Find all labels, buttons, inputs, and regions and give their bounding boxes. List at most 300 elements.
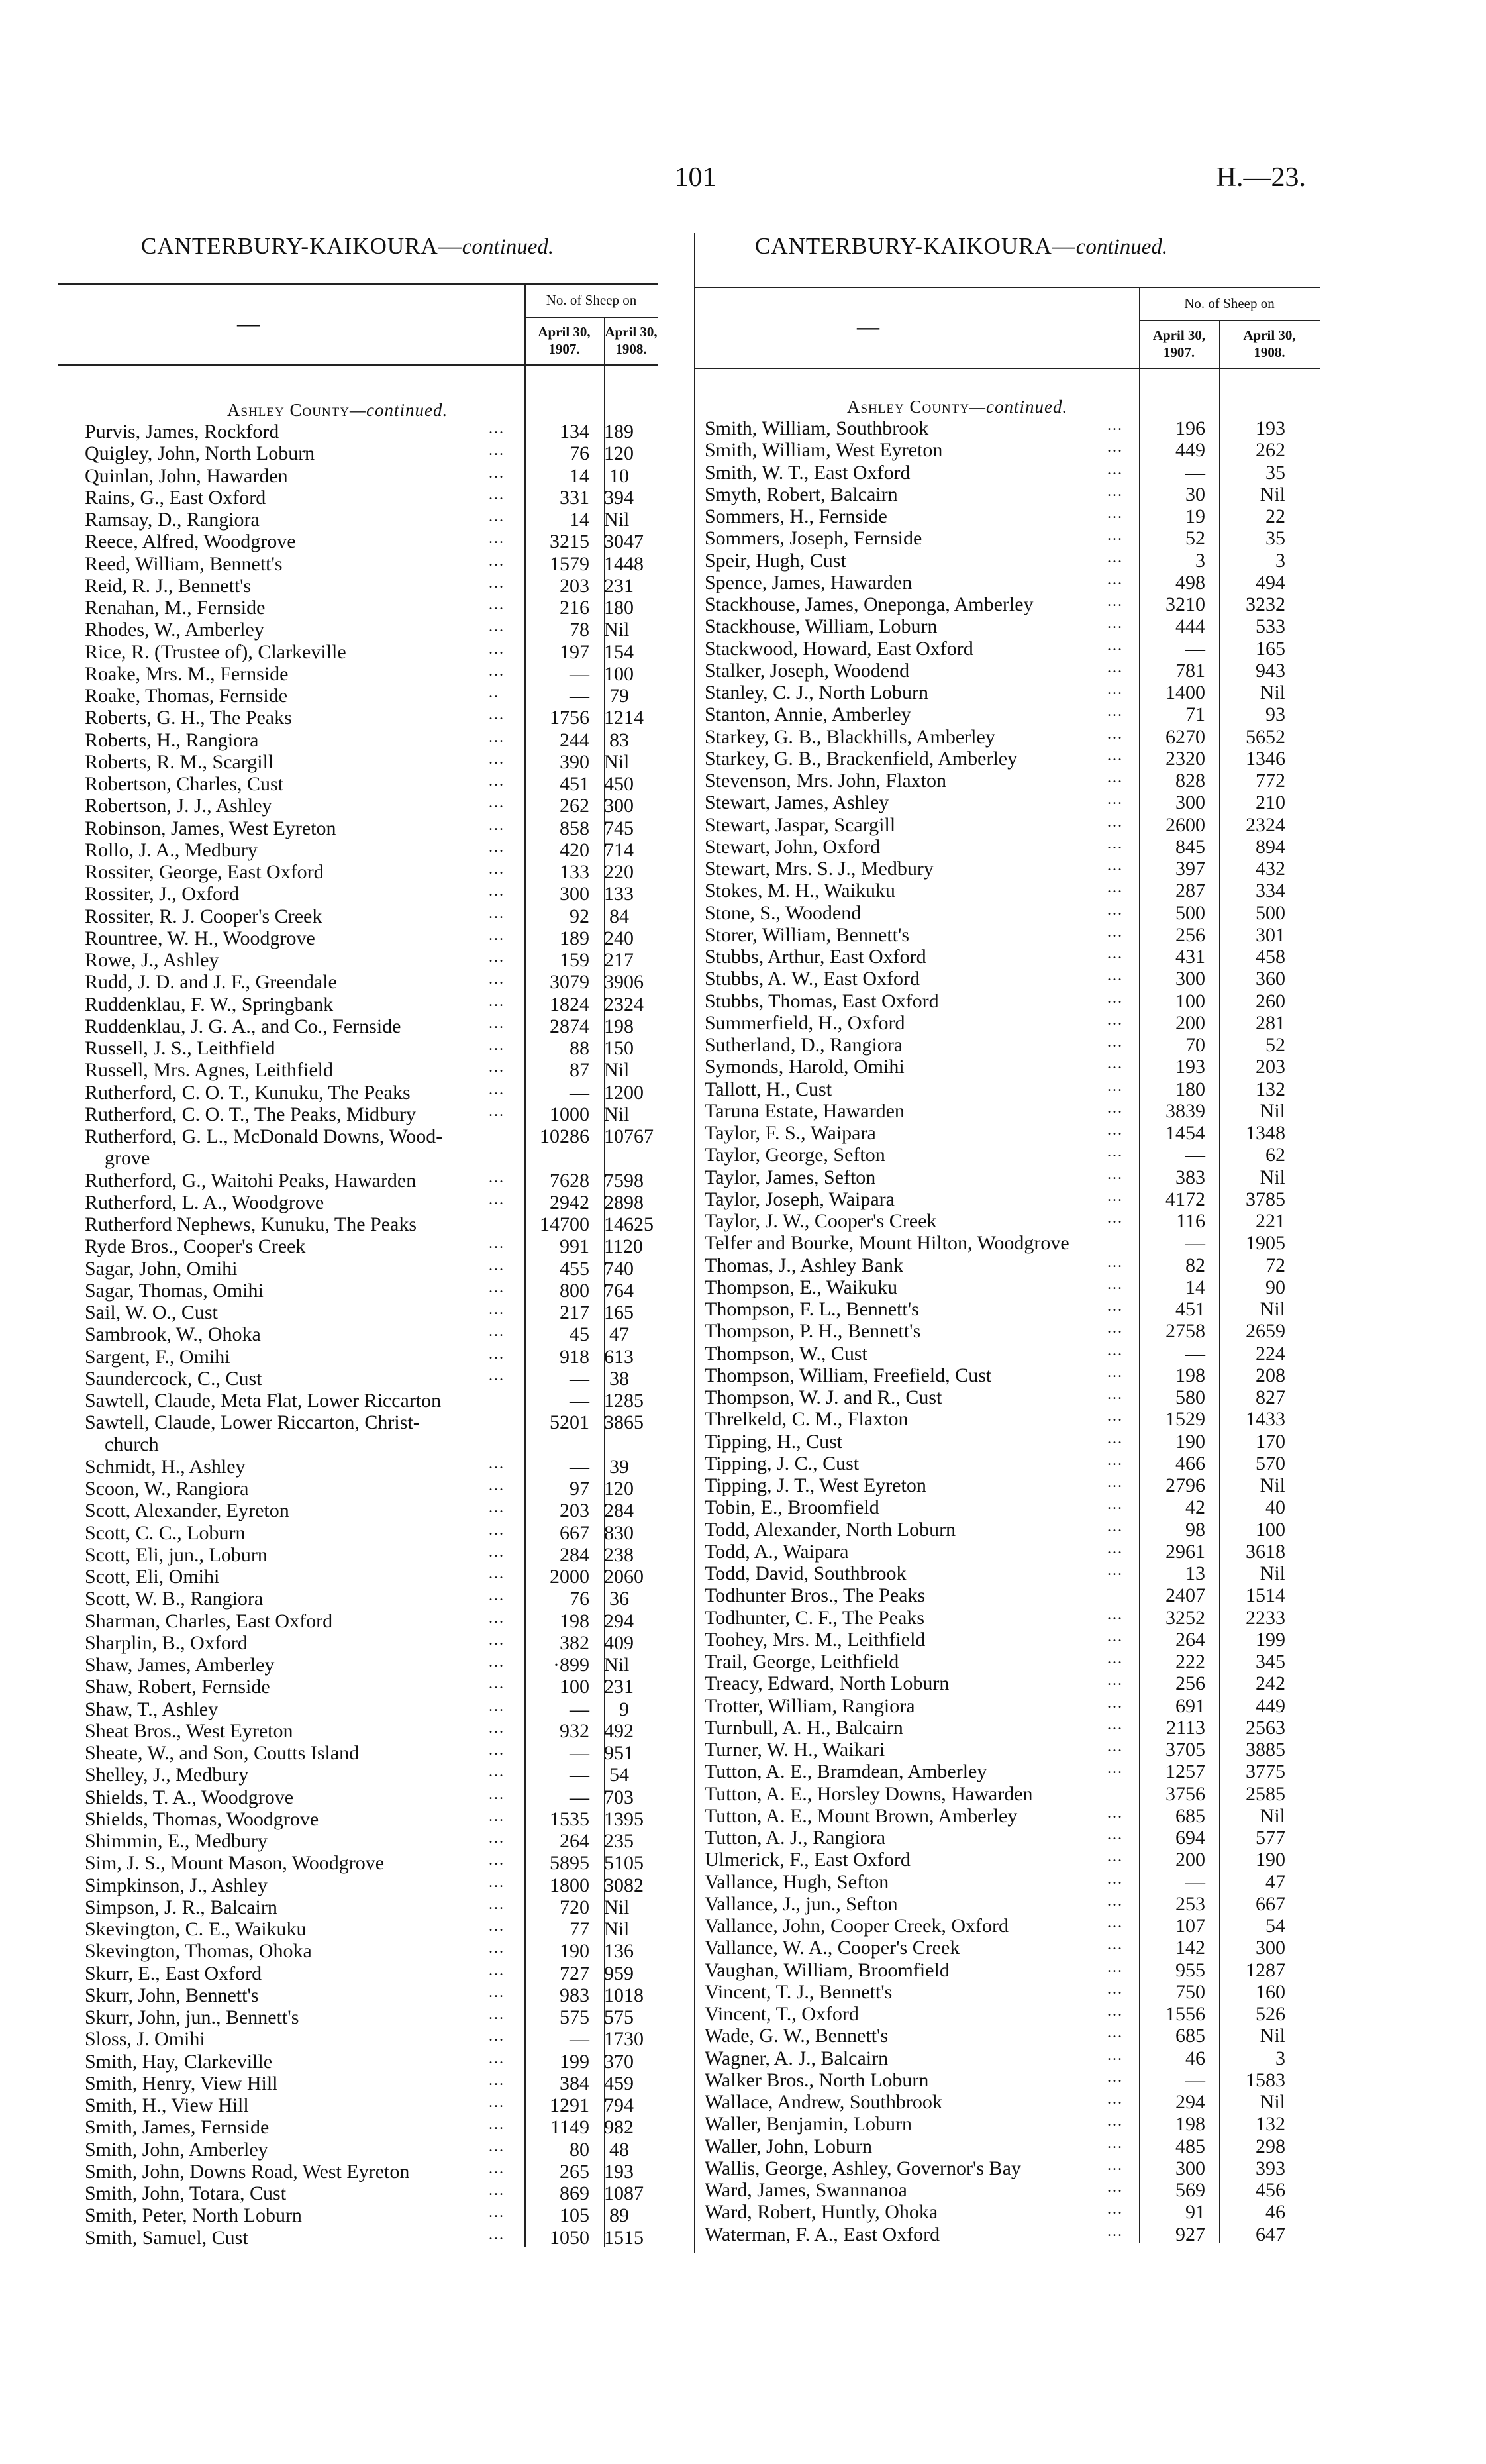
row-1907: 3705 — [1165, 1739, 1205, 1761]
row-leader: ... — [1107, 1121, 1123, 1139]
row-leader: ... — [1107, 2112, 1123, 2130]
row-leader: ... — [1107, 1892, 1123, 1910]
row-leader: ... — [489, 2006, 505, 2023]
table-row — [0, 703, 1486, 725]
row-1907: 256 — [1175, 923, 1205, 946]
table-row — [0, 1827, 1486, 1849]
row-1908: 3047 — [604, 531, 644, 553]
row-1908: 62 — [1265, 1144, 1285, 1166]
row-1908: 193 — [1256, 417, 1285, 439]
row-1908: 35 — [1265, 461, 1285, 484]
row-1907: 1400 — [1165, 682, 1205, 703]
row-name: Schmidt, H., Ashley — [85, 1455, 246, 1478]
row-leader: ... — [1107, 746, 1123, 764]
row-1908: 1583 — [1246, 2069, 1285, 2091]
row-1907: 203 — [560, 1500, 589, 1522]
row-name: Simpson, J. R., Balcairn — [85, 1896, 277, 1918]
row-1907: 133 — [560, 861, 589, 883]
row-1907: — — [570, 685, 589, 707]
row-name: Reid, R. J., Bennett's — [85, 574, 252, 597]
row-1907: — — [1185, 1342, 1205, 1364]
row-leader: ... — [1107, 1517, 1123, 1535]
row-1908: 240 — [604, 927, 634, 949]
row-name: Waller, John, Loburn — [705, 2135, 872, 2157]
row-leader: ... — [489, 1257, 505, 1274]
row-name: Todd, A., Waipara — [705, 1540, 849, 1563]
row-1907: 3756 — [1165, 1782, 1205, 1805]
row-1908: 300 — [604, 795, 634, 817]
row-leader: ... — [489, 2137, 505, 2155]
row-1908: 235 — [604, 1830, 634, 1852]
row-1908: Nil — [604, 1918, 630, 1940]
row-leader: ... — [1107, 1914, 1123, 1931]
row-1908: 238 — [604, 1543, 634, 1566]
row-1908: 1433 — [1246, 1408, 1285, 1431]
row-name: Shields, Thomas, Woodgrove — [85, 1808, 319, 1830]
row-name: Sheate, W., and Son, Coutts Island — [85, 1742, 360, 1764]
row-1908: 1730 — [604, 2028, 644, 2051]
row-1908: 827 — [1256, 1386, 1285, 1408]
table-row — [0, 1563, 1486, 1584]
row-1908: 220 — [604, 861, 634, 883]
row-1907: 2758 — [1165, 1320, 1205, 1343]
row-leader: ... — [489, 1829, 505, 1847]
row-1908: 830 — [604, 1521, 634, 1544]
row-1908: 231 — [604, 1676, 634, 1698]
row-1907: 262 — [560, 795, 589, 817]
row-1907: 198 — [560, 1610, 589, 1632]
table-title — [755, 233, 1167, 260]
row-name: Sawtell, Claude, Lower Riccarton, Christ- — [85, 1412, 420, 1434]
table-row — [0, 2113, 1486, 2135]
table-row — [0, 792, 1486, 813]
row-1907: 580 — [1175, 1386, 1205, 1408]
row-1908: 647 — [1256, 2223, 1285, 2245]
row-1907: 4172 — [1165, 1188, 1205, 1210]
row-1908: 260 — [1256, 990, 1285, 1012]
row-name: Tutton, A. J., Rangiora — [705, 1827, 886, 1849]
row-name: Rollo, J. A., Medbury — [85, 839, 258, 861]
row-name: Tipping, H., Cust — [705, 1430, 843, 1453]
row-1908: 2659 — [1246, 1320, 1285, 1343]
row-1908: 2585 — [1246, 1782, 1285, 1805]
row-1908: 47 — [609, 1323, 629, 1346]
row-1908: 667 — [1256, 1892, 1285, 1915]
row-name: Roake, Mrs. M., Fernside — [85, 662, 289, 685]
row-leader: ... — [1107, 1429, 1123, 1447]
row-name: Thompson, P. H., Bennett's — [705, 1320, 921, 1343]
table-title — [141, 233, 554, 260]
row-leader: ... — [1107, 1848, 1123, 1866]
row-1907: 294 — [1175, 2091, 1205, 2113]
row-1907: 331 — [560, 486, 589, 509]
header-col2 — [1219, 327, 1320, 361]
row-1908: 190 — [1256, 1849, 1285, 1871]
row-1908: Nil — [604, 1103, 630, 1125]
row-1907: 265 — [560, 2160, 589, 2182]
row-name: Rossiter, J., Oxford — [85, 883, 239, 905]
row-name: Waller, Benjamin, Loburn — [705, 2113, 912, 2135]
row-1908: 100 — [1256, 1518, 1285, 1541]
row-1907: 244 — [560, 729, 589, 751]
row-leader: ... — [1107, 813, 1123, 831]
row-leader: ... — [1107, 1496, 1123, 1514]
row-name: Stewart, Jaspar, Scargill — [705, 813, 896, 836]
row-1907: — — [1185, 1871, 1205, 1893]
row-1908: 740 — [604, 1257, 634, 1280]
table-row — [0, 615, 1486, 637]
row-1908: 458 — [1256, 946, 1285, 968]
page-number: 101 — [674, 162, 717, 193]
row-leader: ... — [489, 1345, 505, 1362]
row-name: Taylor, J. W., Cooper's Creek — [705, 1210, 937, 1232]
row-leader: ... — [489, 486, 505, 503]
row-1908: 39 — [609, 1455, 629, 1478]
row-1908: 1018 — [604, 1984, 644, 2006]
table-row — [0, 1100, 1486, 1122]
row-leader: ... — [1107, 1650, 1123, 1667]
table-row — [0, 1210, 1486, 1232]
row-1908: 180 — [604, 597, 634, 619]
row-1907: 3210 — [1165, 593, 1205, 615]
row-1907: 397 — [1175, 858, 1205, 880]
row-name: Vincent, T., Oxford — [705, 2003, 859, 2025]
row-name: Wallis, George, Ashley, Governor's Bay — [705, 2157, 1021, 2179]
row-name: Threlkeld, C. M., Flaxton — [705, 1408, 909, 1431]
table-row — [0, 2179, 1486, 2201]
row-1907: — — [570, 1764, 589, 1786]
row-name: Spence, James, Hawarden — [705, 571, 913, 593]
row-1907: 200 — [1175, 1849, 1205, 1871]
row-name: Tutton, A. E., Bramdean, Amberley — [705, 1761, 987, 1783]
row-leader: ... — [1107, 1253, 1123, 1271]
row-name: Scott, W. B., Rangiora — [85, 1588, 264, 1610]
row-name: Smyth, Robert, Balcairn — [705, 483, 898, 505]
row-1908: 3 — [1275, 549, 1285, 572]
row-leader: ... — [1107, 2222, 1123, 2240]
row-leader: ... — [489, 1741, 505, 1759]
row-leader: ... — [1107, 1738, 1123, 1755]
header-group-rule — [1139, 320, 1320, 321]
table-row — [0, 726, 1486, 748]
row-1908: 334 — [1256, 880, 1285, 902]
row-name: Shaw, James, Amberley — [85, 1654, 275, 1676]
table-row — [0, 1496, 1486, 1518]
row-leader: ... — [1107, 1606, 1123, 1623]
row-name: Wagner, A. J., Balcairn — [705, 2047, 889, 2069]
row-1908: 3885 — [1246, 1739, 1285, 1761]
row-leader: ... — [1107, 703, 1123, 721]
row-1907: 955 — [1175, 1959, 1205, 1981]
row-1907: 2407 — [1165, 1584, 1205, 1607]
header-bottom-rule — [58, 364, 658, 366]
table-row — [0, 1607, 1486, 1629]
table-row — [0, 1849, 1486, 1871]
row-name: Sommers, H., Fernside — [705, 505, 887, 527]
row-1908: 193 — [604, 2160, 634, 2182]
row-1907: 105 — [560, 2204, 589, 2227]
row-leader: ... — [1107, 1958, 1123, 1976]
header-line: April 30, — [538, 324, 591, 340]
row-1907: 1579 — [550, 552, 589, 575]
table-row — [0, 2157, 1486, 2179]
row-1907: 455 — [560, 1257, 589, 1280]
row-1907: 1824 — [550, 993, 589, 1015]
row-leader: ... — [1107, 2134, 1123, 2152]
row-1908: 160 — [1256, 1980, 1285, 2003]
row-1907: 694 — [1175, 1827, 1205, 1849]
row-name: Robinson, James, West Eyreton — [85, 817, 336, 839]
row-1907: 190 — [1175, 1430, 1205, 1453]
row-leader: ... — [489, 860, 505, 878]
table-row — [0, 2025, 1486, 2047]
row-1907: 991 — [560, 1235, 589, 1258]
table-row — [0, 1717, 1486, 1739]
section-heading — [847, 397, 1067, 417]
row-name: Shields, T. A., Woodgrove — [85, 1786, 294, 1808]
row-1907: 918 — [560, 1345, 589, 1368]
row-name: Ward, James, Swannanoa — [705, 2179, 907, 2201]
document-reference: H.—23. — [1216, 162, 1306, 193]
row-leader: ... — [489, 1102, 505, 1120]
table-row — [0, 505, 1486, 527]
row-1907: 3 — [1195, 549, 1205, 572]
row-1907: 200 — [1175, 1011, 1205, 1034]
row-1907: 685 — [1175, 2025, 1205, 2047]
row-leader: ... — [489, 1675, 505, 1693]
table-row — [0, 1232, 1486, 1254]
row-1907: — — [570, 1367, 589, 1390]
row-1907: 159 — [560, 949, 589, 971]
row-1907: 1291 — [550, 2094, 589, 2116]
row-1908: 36 — [609, 1588, 629, 1610]
row-name: Skurr, John, jun., Bennett's — [85, 2006, 299, 2028]
row-1907: 781 — [1175, 659, 1205, 682]
row-leader: ... — [1107, 593, 1123, 610]
row-name: Simpkinson, J., Ashley — [85, 1874, 268, 1896]
row-leader: ... — [1107, 967, 1123, 985]
header-line: April 30, — [1152, 327, 1206, 343]
row-leader: ... — [489, 2071, 505, 2089]
table-row — [0, 1805, 1486, 1827]
row-name: Stubbs, Thomas, East Oxford — [705, 990, 939, 1012]
row-1908: 120 — [604, 1478, 634, 1500]
row-leader: ... — [489, 2226, 505, 2243]
row-leader: ... — [489, 1719, 505, 1737]
row-1907: 189 — [560, 927, 589, 949]
row-1907: 498 — [1175, 571, 1205, 593]
row-1908: 79 — [609, 685, 629, 707]
row-leader: ... — [1107, 2179, 1123, 2196]
row-1907: 116 — [1176, 1210, 1205, 1232]
row-1908: 5105 — [604, 1852, 644, 1874]
row-name: Sagar, Thomas, Omihi — [85, 1279, 264, 1302]
row-name: Russell, J. S., Leithfield — [85, 1037, 275, 1059]
row-1907: 1556 — [1165, 2003, 1205, 2025]
row-name: Shaw, T., Ashley — [85, 1698, 219, 1720]
row-1907: 14 — [570, 509, 589, 531]
row-1908: 1214 — [604, 707, 644, 729]
row-1907: — — [1185, 1232, 1205, 1255]
row-leader: ... — [489, 926, 505, 944]
row-name: Taruna Estate, Hawarden — [705, 1100, 905, 1122]
row-leader: ... — [1107, 1760, 1123, 1778]
row-leader: ... — [489, 1301, 505, 1318]
row-1907: — — [1185, 461, 1205, 484]
row-leader: ... — [489, 2182, 505, 2199]
table-row — [0, 858, 1486, 880]
row-1908: Nil — [604, 619, 630, 641]
row-1908: 459 — [604, 2072, 634, 2094]
row-name: Turnbull, A. H., Balcairn — [705, 1716, 903, 1739]
row-leader: ... — [489, 420, 505, 437]
row-1907: 384 — [560, 2072, 589, 2094]
table-row — [0, 2135, 1486, 2157]
row-leader: ... — [489, 1631, 505, 1649]
row-1908: 93 — [1265, 703, 1285, 726]
row-name: Stokes, M. H., Waikuku — [705, 880, 895, 902]
table-row — [0, 682, 1486, 703]
row-name: Skevington, C. E., Waikuku — [85, 1918, 307, 1940]
row-name: Scott, C. C., Loburn — [85, 1521, 246, 1544]
row-name: Rudd, J. D. and J. F., Greendale — [85, 971, 337, 994]
row-name: Smith, William, West Eyreton — [705, 439, 943, 462]
row-name: Saundercock, C., Cust — [85, 1367, 262, 1390]
row-leader: ... — [489, 1499, 505, 1517]
row-leader: ... — [489, 1014, 505, 1032]
row-1908: 3906 — [604, 971, 644, 994]
table-row — [0, 2091, 1486, 2113]
row-1907: 575 — [560, 2006, 589, 2028]
table-row — [0, 1255, 1486, 1276]
row-name: Vallance, Hugh, Sefton — [705, 1871, 889, 1893]
row-name: Rountree, W. H., Woodgrove — [85, 927, 315, 949]
row-1908: 1515 — [604, 2226, 644, 2249]
row-1907: 569 — [1175, 2179, 1205, 2201]
table-row — [0, 1078, 1486, 1100]
table-row — [0, 1144, 1486, 1166]
row-1907: 87 — [570, 1059, 589, 1082]
row-name: Vallance, John, Cooper Creek, Oxford — [705, 1915, 1009, 1937]
row-name: Reed, William, Bennett's — [85, 552, 283, 575]
row-leader: ... — [489, 1653, 505, 1670]
row-1907: 858 — [560, 817, 589, 839]
row-name: Rice, R. (Trustee of), Clarkeville — [85, 641, 346, 663]
row-leader: ... — [489, 574, 505, 591]
row-1907: 451 — [1175, 1298, 1205, 1320]
row-1907: 390 — [560, 750, 589, 773]
header-top-rule — [58, 283, 658, 285]
row-1907: 685 — [1175, 1804, 1205, 1827]
row-leader: ... — [1107, 1033, 1123, 1051]
row-leader: ... — [1107, 2200, 1123, 2218]
row-leader: ... — [489, 2028, 505, 2045]
row-1907: 264 — [560, 1830, 589, 1852]
row-leader: ... — [489, 706, 505, 724]
row-1907: 203 — [560, 574, 589, 597]
row-1908: 951 — [604, 1742, 634, 1764]
row-name: Summerfield, H., Oxford — [705, 1011, 905, 1034]
row-name: Stubbs, A. W., East Oxford — [705, 968, 920, 990]
row-1908: 3082 — [604, 1874, 644, 1896]
table-row — [0, 814, 1486, 836]
row-name: Smith, James, Fernside — [85, 2116, 270, 2139]
row-leader: ... — [489, 1565, 505, 1582]
table-row — [0, 439, 1486, 461]
header-col1 — [524, 323, 604, 358]
row-1908: 1346 — [1246, 747, 1285, 770]
row-1908: 165 — [604, 1302, 634, 1323]
row-1907: 199 — [560, 2050, 589, 2073]
row-name: Robertson, J. J., Ashley — [85, 795, 272, 817]
row-name: Thompson, William, Freefield, Cust — [705, 1364, 992, 1386]
row-1907: 14 — [1185, 1276, 1205, 1298]
row-name-continued: grove — [105, 1147, 150, 1169]
row-1908: 1905 — [1246, 1232, 1285, 1255]
table-row — [0, 1739, 1486, 1761]
row-leader: ... — [1107, 791, 1123, 809]
row-1908: 533 — [1256, 615, 1285, 638]
header-col2 — [604, 323, 658, 358]
row-1907: — — [570, 1742, 589, 1764]
row-1907: 3079 — [550, 971, 589, 994]
row-leader: ... — [1107, 1870, 1123, 1888]
row-1908: Nil — [604, 509, 630, 531]
row-1907: 2796 — [1165, 1474, 1205, 1496]
row-1908: Nil — [1260, 1100, 1285, 1122]
row-1907: 1529 — [1165, 1408, 1205, 1431]
row-leader: ... — [489, 596, 505, 613]
row-1908: Nil — [1260, 1298, 1285, 1320]
row-1907: 193 — [1175, 1056, 1205, 1078]
row-leader: ... — [1107, 1143, 1123, 1161]
table-row — [0, 902, 1486, 924]
row-name: Stewart, James, Ashley — [705, 792, 889, 814]
row-1908: 764 — [604, 1279, 634, 1302]
row-name: Smith, Henry, View Hill — [85, 2072, 278, 2094]
row-1908: 943 — [1256, 659, 1285, 682]
table-row — [0, 484, 1486, 505]
row-name: Ward, Robert, Huntly, Ohoka — [705, 2201, 938, 2224]
row-leader: ... — [489, 882, 505, 900]
row-1908: 298 — [1256, 2135, 1285, 2157]
row-1908: 959 — [604, 1962, 634, 1984]
row-1908: 284 — [604, 1500, 634, 1522]
row-name: Thompson, W. J. and R., Cust — [705, 1386, 942, 1408]
row-name: Tutton, A. E., Horsley Downs, Hawarden — [705, 1782, 1033, 1805]
row-1908: 242 — [1256, 1672, 1285, 1695]
row-leader: ... — [1107, 1694, 1123, 1712]
row-1908: 48 — [609, 2138, 629, 2161]
row-leader: ... — [1107, 1011, 1123, 1029]
row-1908: 1200 — [604, 1081, 644, 1104]
row-1908: 1287 — [1246, 1959, 1285, 1981]
row-1907: 1454 — [1165, 1122, 1205, 1144]
row-name: Telfer and Bourke, Mount Hilton, Woodgrove — [705, 1232, 1069, 1255]
row-1907: 7628 — [550, 1169, 589, 1192]
row-1907: 91 — [1185, 2201, 1205, 2224]
row-name: Vincent, T. J., Bennett's — [705, 1980, 893, 2003]
row-name: Scott, Eli, Omihi — [85, 1566, 220, 1588]
row-name: Rutherford, L. A., Woodgrove — [85, 1191, 324, 1213]
row-1907: 500 — [1175, 901, 1205, 924]
table-row — [0, 1408, 1486, 1430]
row-1907: 13 — [1185, 1563, 1205, 1584]
row-1908: 221 — [1256, 1210, 1285, 1232]
row-1908: 54 — [609, 1764, 629, 1786]
header-top-rule — [694, 287, 1320, 288]
row-name: Vallance, W. A., Cooper's Creek — [705, 1937, 960, 1959]
